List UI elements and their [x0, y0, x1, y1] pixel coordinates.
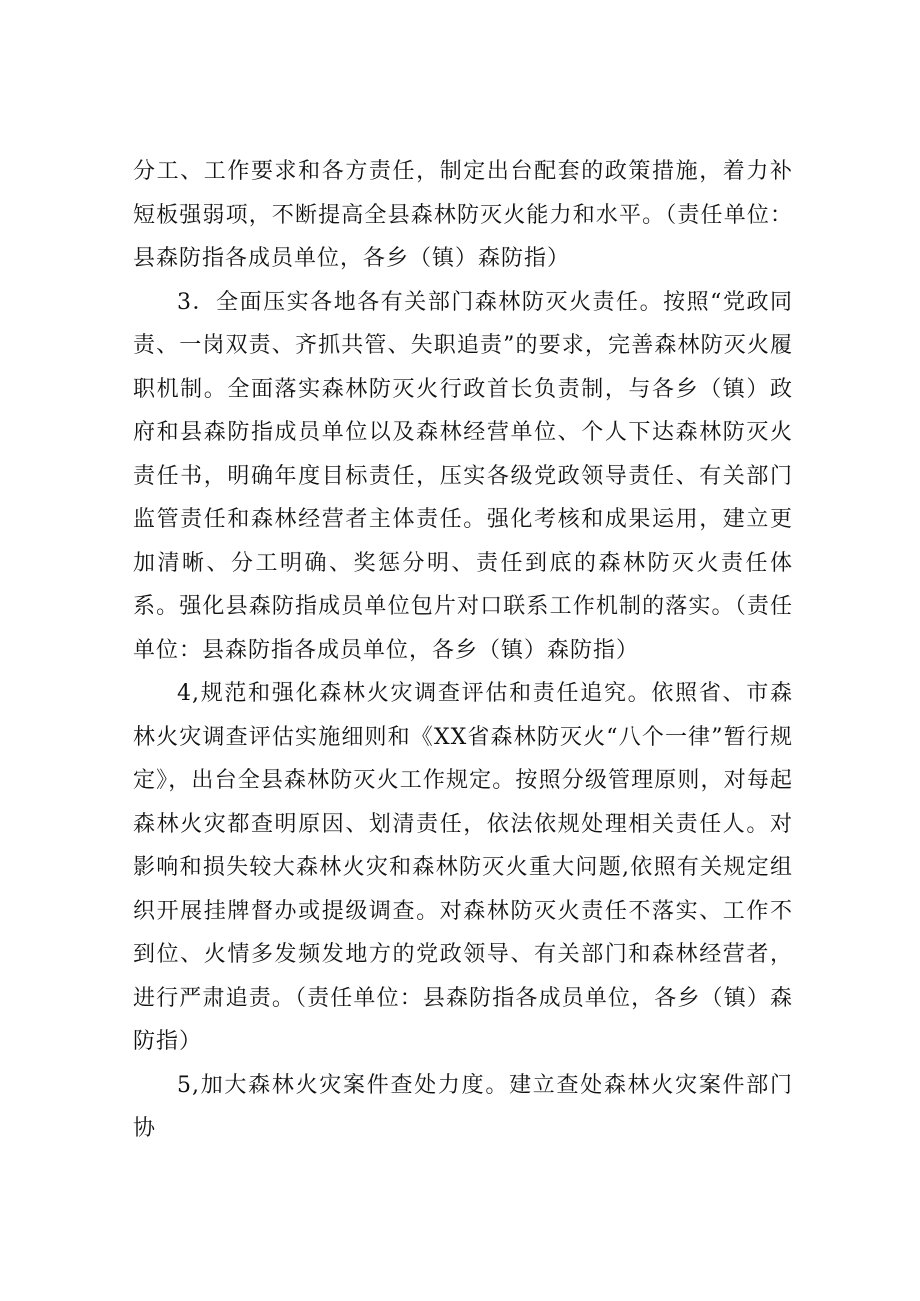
paragraph-item-4: 4,规范和强化森林火灾调查评估和责任追究。依照省、市森林火灾调查评估实施细则和《XX省森林防灭火“八个一律”暂行规定》，出台全县森林防灭火工作规定。按照分级管理原则，对每起森林火灾都查明原因、划清责任，依法依规处理相关责任人。对影响和损失较大森林火灾和森林防灭火重大问题,依照有关规定组织开展挂牌督办或提级调查。对森林防灭火责任不落实、工作不到位、火情多发频发地方的党政领导、有关部门和森林经营者，进行严肃追责。（责任单位：县森防指各成员单位，各乡（镇）森防指）: [133, 681, 793, 1054]
paragraph-item-3: 3．全面压实各地各有关部门森林防灭火责任。按照“党政同责、一岗双责、齐抓共管、失职追责”的要求，完善森林防灭火履职机制。全面落实森林防灭火行政首长负责制，与各乡（镇）政府和县森防指成员单位以及森林经营单位、个人下达森林防灭火责任书，明确年度目标责任，压实各级党政领导责任、有关部门监管责任和森林经营者主体责任。强化考核和成果运用，建立更加清晰、分工明确、奖惩分明、责任到底的森林防灭火责任体系。强化县森防指成员单位包片对口联系工作机制的落实。（责任单位：县森防指各成员单位，各乡（镇）森防指）: [133, 289, 793, 663]
document-body: [133, 150, 793, 1151]
paragraph-continued: 分工、工作要求和各方责任，制定出台配套的政策措施，着力补短板强弱项，不断提高全县森林防灭火能力和水平。（责任单位：县森防指各成员单位，各乡（镇）森防指）: [133, 159, 793, 271]
paragraph-item-5: 5,加大森林火灾案件查处力度。建立查处森林火灾案件部门协: [133, 1072, 793, 1141]
